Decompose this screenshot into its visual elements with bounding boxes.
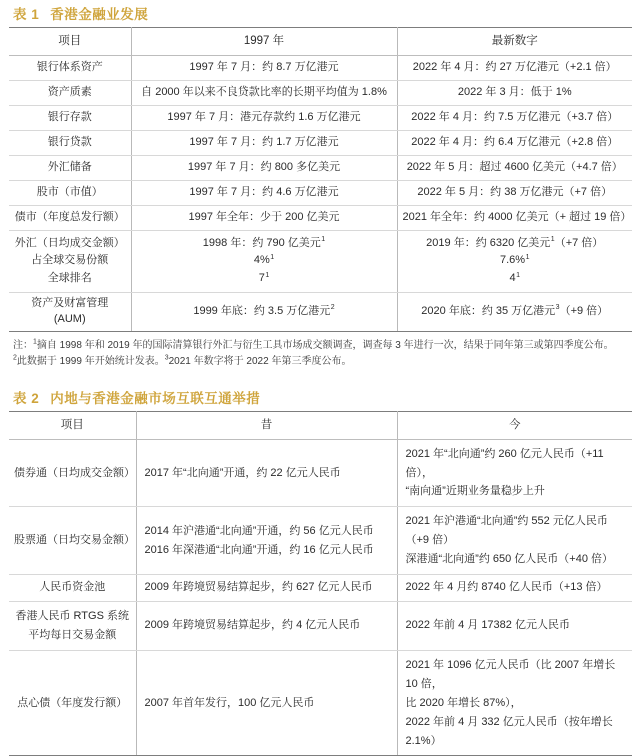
past-line: 2007 年首年发行，100 亿元人民币 (144, 696, 315, 709)
table-row (9, 80, 632, 105)
fx-now-line (403, 235, 628, 253)
table1-header-row (9, 28, 632, 56)
row-present (397, 650, 632, 756)
fx-now-line (403, 270, 628, 288)
table1-header-1997: 1997 年 (131, 28, 397, 56)
fx-then-line (137, 235, 392, 253)
row-now: 2022 年 4 月：约 27 万亿港元（+2.1 倍） (397, 55, 632, 80)
row-item: 资产及财富管理 (AUM) (9, 293, 131, 332)
row-then: 1997 年 7 月：约 8.7 万亿港元 (131, 55, 397, 80)
row-then: 1997 年全年：少于 200 亿美元 (131, 205, 397, 230)
fx-then-text: 4% (253, 254, 270, 267)
row-then: 1997 年 7 月：约 800 多亿美元 (131, 155, 397, 180)
footnote-marker: 1 (550, 236, 555, 244)
table1-caption-title: 香港金融业发展 (50, 7, 149, 22)
footnote-marker: 3 (164, 354, 169, 362)
present-line: 2021 年沪港通“北向通”约 552 元亿人民币（+9 倍） (405, 515, 608, 547)
past-line: 2016 年深港通“北向通”开通，约 16 亿元人民币 (144, 543, 374, 556)
row-item (9, 602, 136, 651)
footnote-text: 2021 年数字将于 2022 年第三季度公布。 (168, 355, 352, 367)
row-then: 1997 年 7 月：约 4.6 万亿港元 (131, 180, 397, 205)
fx-now-text: 7.6% (500, 254, 526, 267)
item-line: 点心债（年度发行额） (17, 696, 128, 709)
fx-item-line: 占全球交易份额 (31, 254, 109, 267)
present-line: 2021 年 1096 亿元人民币（比 2007 年增长 10 倍， (405, 658, 616, 690)
row-past (136, 507, 397, 575)
row-now: 2022 年 5 月：超过 4600 亿美元（+4.7 倍） (397, 155, 632, 180)
footnote-marker: 1 (321, 236, 326, 244)
table-row (9, 602, 632, 651)
row-then (131, 293, 397, 332)
table-row (9, 507, 632, 575)
row-item: 资产质素 (9, 80, 131, 105)
row-item: 人民币资金池 (9, 575, 136, 602)
footnote-line-2 (13, 354, 629, 370)
fx-now-line (403, 252, 628, 270)
row-item (9, 650, 136, 756)
table2-caption-number: 表 2 (13, 390, 40, 406)
row-item: 银行体系资产 (9, 55, 131, 80)
row-now: 2022 年 5 月：约 38 万亿港元（+7 倍） (397, 180, 632, 205)
row-present: 2022 年前 4 月 17382 亿元人民币 (397, 602, 632, 651)
table-row (9, 105, 632, 130)
row-item: 债市（年度总发行额） (9, 205, 131, 230)
row-then: 1997 年 7 月：约 1.7 万亿港元 (131, 130, 397, 155)
row-item (9, 230, 131, 292)
item-line: 平均每日交易金额 (28, 629, 117, 641)
table2-header-item: 项目 (9, 411, 136, 439)
footnote-marker: 1 (525, 253, 530, 261)
table-row (9, 439, 632, 507)
row-item (9, 507, 136, 575)
table-hk-financial-development (9, 27, 632, 332)
present-line: 深港通“北向通”约 650 亿人民币（+40 倍） (405, 553, 614, 566)
table-row (9, 180, 632, 205)
table2-header-present: 今 (397, 411, 632, 439)
past-line: 2017 年“北向通”开通，约 22 亿元人民币 (144, 466, 341, 479)
table1-caption (9, 0, 632, 27)
row-then: 自 2000 年以来不良贷款比率的长期平均值为 1.8% (131, 80, 397, 105)
footnote-line-1 (13, 338, 629, 354)
table-row (9, 130, 632, 155)
row-present (397, 507, 632, 575)
aum-then-text: 1999 年底：约 3.5 万亿港元 (193, 305, 331, 318)
row-now: 2021 年全年：约 4000 亿美元（+ 超过 19 倍） (397, 205, 632, 230)
table2-caption-title: 内地与香港金融市场互联互通举措 (50, 390, 261, 406)
table-row-aum (9, 293, 632, 332)
table-row (9, 205, 632, 230)
item-line: 债券通（日均成交金额） (14, 466, 135, 479)
fx-then-line (137, 252, 392, 270)
item-line: 股票通（日均交易金额） (14, 534, 135, 547)
footnote-marker: 1 (516, 271, 521, 279)
present-line: “南向通”近期业务量稳步上升 (405, 485, 545, 498)
footnote-marker: 1 (270, 253, 275, 261)
present-line: 比 2020 年增长 87%）， (405, 696, 522, 709)
table1-body (9, 55, 632, 331)
row-past: 2009 年跨境贸易结算起步，约 627 亿元人民币 (136, 575, 397, 602)
footnote-marker: 2 (13, 354, 17, 362)
fx-then-line (137, 270, 392, 288)
table2-body (9, 439, 632, 756)
fx-now-text: 2019 年：约 6320 亿美元 (426, 236, 551, 249)
section-gap (9, 370, 632, 384)
table1-footnote (9, 332, 632, 370)
footnote-text: 摘自 1998 年和 2019 年的国际清算银行外汇与衍生工具市场成交额调查，调查每 3 年进行一次，结果于同年第三或第四季度公布。 (36, 339, 614, 351)
fx-now-text: 4 (509, 272, 516, 285)
row-then: 1997 年 7 月：港元存款约 1.6 万亿港元 (131, 105, 397, 130)
footnote-marker: 1 (265, 271, 270, 279)
footnote-marker: 2 (330, 304, 335, 312)
present-line: 2022 年前 4 月 332 亿元人民币（按年增长 2.1%） (405, 715, 613, 747)
table-row (9, 55, 632, 80)
aum-now-text: 2020 年底：约 35 万亿港元 (421, 305, 556, 318)
row-item (9, 439, 136, 507)
fx-then-text: 1998 年：约 790 亿美元 (202, 236, 321, 249)
footnote-text: 此数据于 1999 年开始统计发表。 (16, 355, 165, 367)
table2-header-past: 昔 (136, 411, 397, 439)
fx-now-tail: （+7 倍） (554, 236, 604, 249)
fx-item-line: 外汇（日均成交金额） (14, 236, 125, 249)
row-past (136, 650, 397, 756)
footnote-label: 注： (13, 339, 33, 351)
table-row (9, 155, 632, 180)
table2-header-row (9, 411, 632, 439)
table-row-fx (9, 230, 632, 292)
footnote-marker: 3 (555, 304, 560, 312)
row-now (397, 230, 632, 292)
item-line: 香港人民币 RTGS 系统 (15, 610, 129, 623)
footnote-marker: 1 (33, 338, 37, 346)
row-now: 2022 年 4 月：约 6.4 万亿港元（+2.8 倍） (397, 130, 632, 155)
row-past (136, 439, 397, 507)
row-then (131, 230, 397, 292)
row-item: 银行存款 (9, 105, 131, 130)
table1-caption-number: 表 1 (13, 7, 40, 22)
row-now: 2022 年 4 月：约 7.5 万亿港元（+3.7 倍） (397, 105, 632, 130)
row-item: 股市（市值） (9, 180, 131, 205)
fx-item-line: 全球排名 (47, 272, 92, 285)
table-row (9, 575, 632, 602)
table-row (9, 650, 632, 756)
table2-caption (9, 384, 632, 411)
table1-header-item: 项目 (9, 28, 131, 56)
fx-then-text: 7 (258, 272, 265, 285)
row-item: 外汇储备 (9, 155, 131, 180)
row-item: 银行贷款 (9, 130, 131, 155)
aum-now-tail: （+9 倍） (559, 305, 609, 318)
table1-header-latest: 最新数字 (397, 28, 632, 56)
row-present: 2022 年 4 月约 8740 亿人民币（+13 倍） (397, 575, 632, 602)
past-line: 2014 年沪港通“北向通”开通，约 56 亿元人民币 (144, 524, 374, 537)
row-present (397, 439, 632, 507)
row-now (397, 293, 632, 332)
row-past: 2009 年跨境贸易结算起步，约 4 亿元人民币 (136, 602, 397, 651)
present-line: 2021 年“北向通”约 260 亿元人民币（+11 倍）， (405, 447, 604, 479)
row-now: 2022 年 3 月：低于 1% (397, 80, 632, 105)
table-mainland-hk-connect (9, 411, 632, 756)
